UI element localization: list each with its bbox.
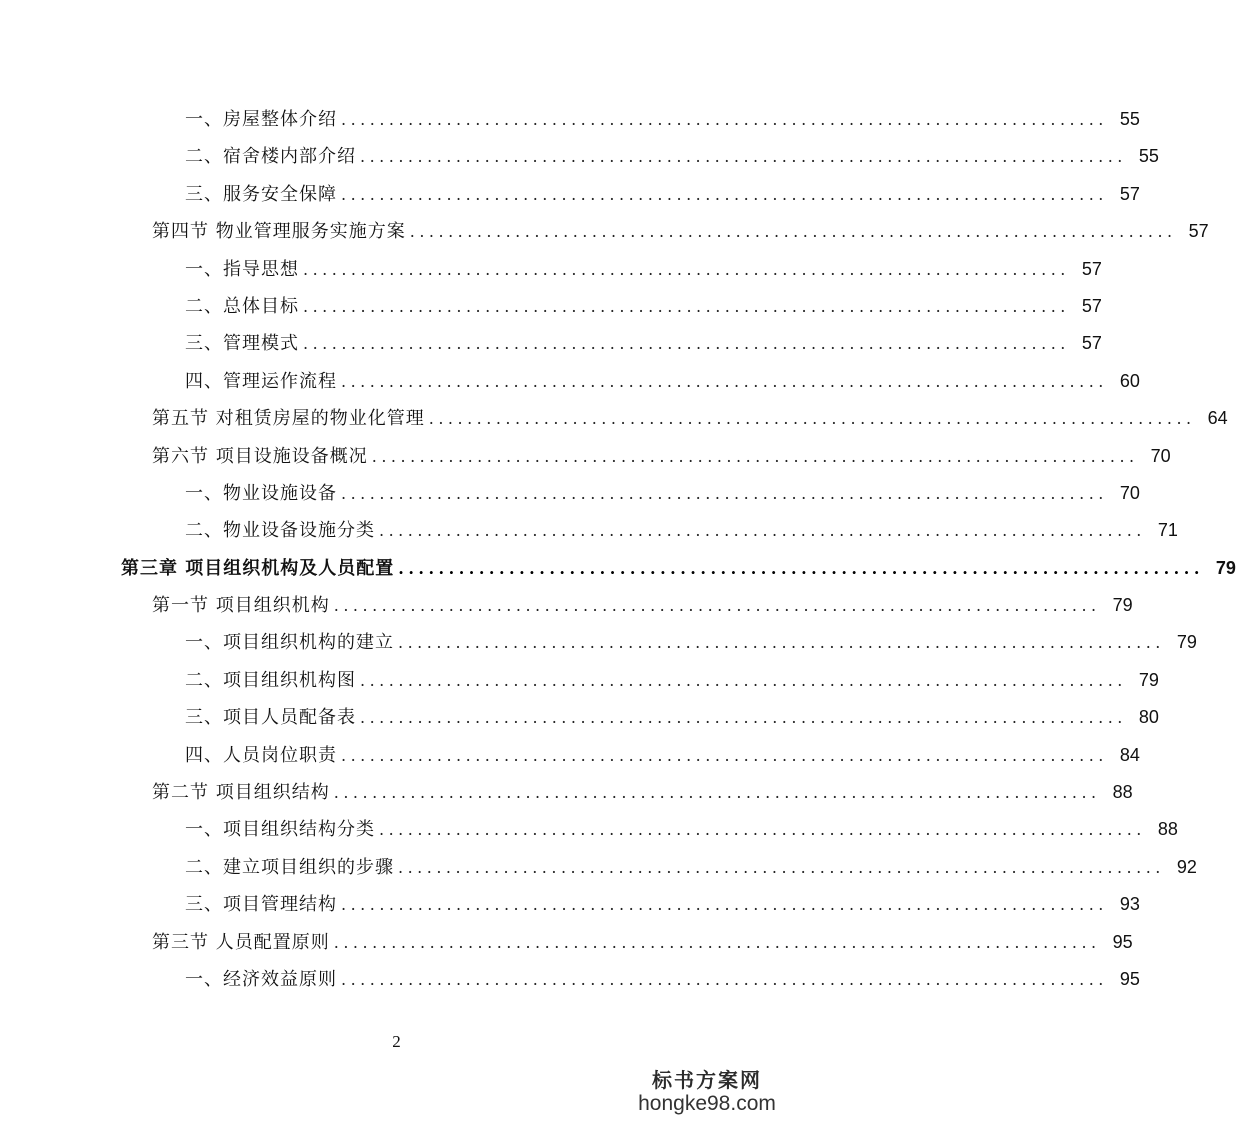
- toc-entry-item[interactable]: [0, 699, 1159, 736]
- toc-entry-title: 三、管理模式: [185, 333, 299, 355]
- toc-entry-page: 93: [1119, 894, 1140, 915]
- toc-dot-leader: ................................................................................: [371, 446, 1139, 466]
- toc-entry-page: 80: [1138, 707, 1159, 728]
- toc-dot-leader: ................................................................................: [303, 259, 1070, 279]
- toc-dot-leader: ................................................................................: [398, 857, 1165, 877]
- toc-entry-section[interactable]: [0, 400, 1228, 437]
- toc-entry-section[interactable]: [0, 438, 1171, 475]
- toc-entry-item[interactable]: [0, 138, 1159, 175]
- toc-entry-item[interactable]: [0, 849, 1197, 886]
- toc-entry-title: 三、项目人员配备表: [185, 707, 356, 729]
- toc-dot-leader: ................................................................................: [303, 296, 1070, 316]
- toc-entry-page: 55: [1119, 109, 1140, 129]
- toc-entry-title: 第二节 项目组织结构: [152, 782, 330, 804]
- toc-entry-title: 一、指导思想: [185, 258, 299, 280]
- toc-entry-page: 88: [1112, 782, 1133, 803]
- toc-entry-page: 79: [1176, 632, 1197, 653]
- toc-entry-page: 92: [1176, 856, 1197, 877]
- toc-dot-leader: ................................................................................: [333, 783, 1101, 803]
- toc-entry-item[interactable]: [0, 512, 1178, 549]
- toc-entry-title: 四、管理运作流程: [185, 370, 337, 392]
- toc-entry-item[interactable]: [0, 325, 1102, 362]
- watermark-logo: [637, 1068, 777, 1116]
- toc-entry-title: 二、建立项目组织的步骤: [185, 856, 394, 878]
- toc-entry-page: 57: [1081, 295, 1102, 316]
- toc-dot-leader: ................................................................................: [341, 745, 1108, 765]
- toc-entry-title: 第五节 对租赁房屋的物业化管理: [152, 408, 425, 430]
- table-of-contents: [0, 101, 1236, 998]
- toc-entry-title: 二、宿舍楼内部介绍: [185, 146, 356, 168]
- toc-dot-leader: ................................................................................: [379, 521, 1146, 541]
- toc-entry-title: 一、物业设施设备: [185, 482, 337, 504]
- toc-dot-leader: ................................................................................: [341, 371, 1108, 391]
- toc-entry-section[interactable]: [0, 213, 1209, 250]
- toc-entry-title: 一、经济效益原则: [185, 968, 337, 990]
- toc-entry-chapter[interactable]: [0, 550, 1236, 587]
- toc-entry-title: 三、服务安全保障: [185, 183, 337, 205]
- toc-entry-title: 三、项目管理结构: [185, 894, 337, 916]
- toc-entry-title: 二、总体目标: [185, 295, 299, 317]
- toc-entry-page: 70: [1119, 482, 1140, 503]
- watermark-name: 标书方案网: [652, 1068, 762, 1092]
- toc-entry-item[interactable]: [0, 737, 1140, 774]
- toc-entry-title: 二、物业设备设施分类: [185, 520, 375, 542]
- toc-entry-title: 第一节 项目组织机构: [152, 595, 330, 617]
- toc-entry-page: 57: [1081, 333, 1102, 354]
- toc-entry-item[interactable]: [0, 363, 1140, 400]
- toc-entry-page: 64: [1207, 408, 1228, 429]
- toc-entry-page: 95: [1112, 931, 1133, 952]
- toc-dot-leader: ................................................................................: [341, 184, 1108, 204]
- toc-entry-page: 95: [1119, 968, 1140, 989]
- toc-entry-item[interactable]: [0, 624, 1197, 661]
- toc-entry-item[interactable]: [0, 662, 1159, 699]
- toc-dot-leader: ................................................................................: [333, 932, 1101, 952]
- toc-dot-leader: ................................................................................: [379, 820, 1146, 840]
- toc-dot-leader: ................................................................................: [341, 895, 1108, 915]
- toc-entry-item[interactable]: [0, 475, 1140, 512]
- toc-entry-item[interactable]: [0, 886, 1140, 923]
- toc-dot-leader: ................................................................................: [303, 334, 1070, 354]
- toc-entry-title: 一、项目组织机构的建立: [185, 632, 394, 654]
- toc-entry-title: 第三节 人员配置原则: [152, 931, 330, 953]
- toc-entry-title: 第六节 项目设施设备概况: [152, 445, 368, 467]
- toc-entry-item[interactable]: [0, 176, 1140, 213]
- toc-dot-leader: ................................................................................: [360, 670, 1127, 690]
- toc-entry-page: 88: [1157, 819, 1178, 840]
- toc-entry-item[interactable]: [0, 101, 1140, 138]
- toc-entry-page: 79: [1138, 669, 1159, 690]
- toc-entry-page: 57: [1081, 258, 1102, 279]
- toc-entry-page: 57: [1119, 183, 1140, 204]
- toc-entry-title: 一、项目组织结构分类: [185, 819, 375, 841]
- toc-entry-section[interactable]: [0, 587, 1133, 624]
- toc-dot-leader: ................................................................................: [333, 596, 1101, 616]
- toc-entry-title: 第四节 物业管理服务实施方案: [152, 221, 406, 243]
- toc-entry-page: 79: [1215, 557, 1236, 578]
- toc-entry-page: 55: [1138, 146, 1159, 167]
- toc-entry-section[interactable]: [0, 774, 1133, 811]
- toc-entry-title: 四、人员岗位职责: [185, 744, 337, 766]
- toc-dot-leader: ................................................................................: [398, 633, 1165, 653]
- toc-entry-section[interactable]: [0, 924, 1133, 961]
- toc-dot-leader: ................................................................................: [428, 409, 1196, 429]
- toc-entry-page: 60: [1119, 370, 1140, 391]
- toc-dot-leader: ................................................................................: [409, 222, 1177, 242]
- toc-entry-page: 71: [1157, 520, 1178, 541]
- toc-dot-leader: ................................................................................: [398, 558, 1204, 578]
- toc-entry-title: 二、项目组织机构图: [185, 669, 356, 691]
- toc-entry-item[interactable]: [0, 961, 1140, 998]
- toc-entry-page: 79: [1112, 595, 1133, 616]
- page-number: 2: [392, 1032, 401, 1051]
- watermark-url: hongke98.com: [638, 1092, 776, 1115]
- toc-entry-item[interactable]: [0, 288, 1102, 325]
- toc-entry-title: 一、房屋整体介绍: [185, 109, 337, 130]
- toc-dot-leader: ................................................................................: [341, 110, 1108, 129]
- toc-entry-page: 84: [1119, 744, 1140, 765]
- toc-dot-leader: ................................................................................: [341, 969, 1108, 989]
- toc-dot-leader: ................................................................................: [360, 147, 1127, 167]
- toc-dot-leader: ................................................................................: [341, 483, 1108, 503]
- toc-entry-item[interactable]: [0, 811, 1178, 848]
- toc-entry-item[interactable]: [0, 251, 1102, 288]
- toc-entry-title: 第三章 项目组织机构及人员配置: [121, 557, 395, 579]
- toc-entry-page: 70: [1150, 445, 1171, 466]
- toc-dot-leader: ................................................................................: [360, 708, 1127, 728]
- toc-entry-page: 57: [1188, 221, 1209, 242]
